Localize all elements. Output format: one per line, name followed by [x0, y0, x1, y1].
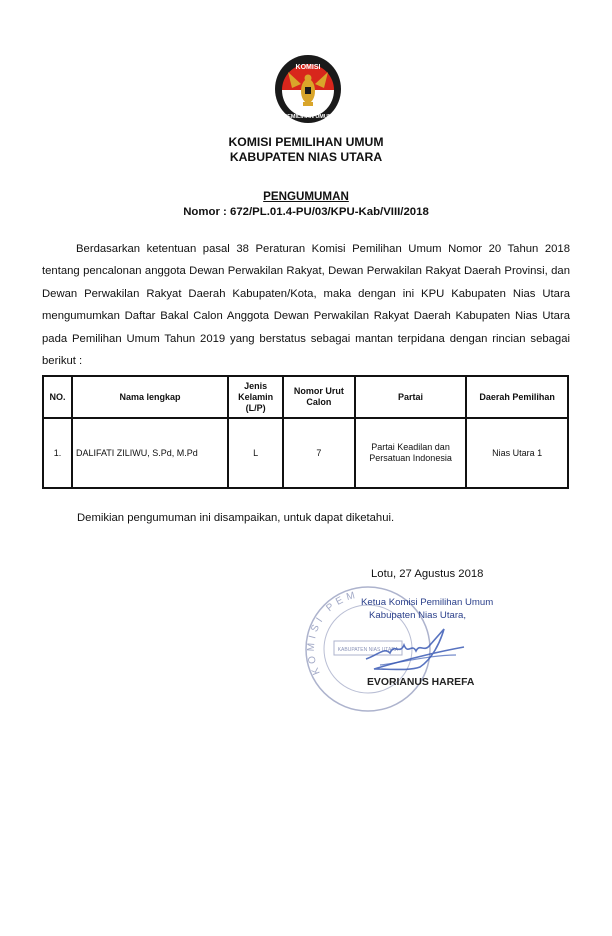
- col-header-no: NO.: [43, 376, 72, 418]
- table-header-row: [43, 376, 568, 418]
- kpu-emblem-icon: [274, 54, 342, 124]
- document-number: Nomor : 672/PL.01.4-PU/03/KPU-Kab/VIII/2018: [183, 206, 429, 218]
- org-name-line2: KABUPATEN NIAS UTARA: [229, 150, 383, 164]
- svg-text:KABUPATEN NIAS UTARA: KABUPATEN NIAS UTARA: [337, 647, 399, 653]
- col-header-gender: Jenis Kelamin (L/P): [228, 376, 283, 418]
- col-header-district: Daerah Pemilihan: [466, 376, 568, 418]
- svg-text:PEMILIHAN UMUM: PEMILIHAN UMUM: [283, 114, 333, 120]
- signer-position-line2: Kabupaten Nias Utara,: [369, 610, 467, 621]
- col-header-name: Nama lengkap: [72, 376, 228, 418]
- svg-text:KOMISI PEM: KOMISI PEM: [305, 589, 361, 677]
- closing-sentence: Demikian pengumuman ini disampaikan, untuk dapat diketahui.: [77, 512, 395, 524]
- handwritten-signature-icon: [360, 625, 470, 675]
- table-row: [43, 418, 568, 488]
- announcement-paragraph: Berdasarkan ketentuan pasal 38 Peraturan Komisi Pemilihan Umum Nomor 20 Tahun 2018 tentang pencalonan anggota Dewan Perwakilan Rakyat, Dewan Perwakilan Rakyat Daerah Provinsi, dan Dewan Perwakilan Rakyat Daerah Kabupaten/Kota, maka dengan ini KPU Kabupaten Nias Utara mengumumkan Daftar Bakal Calon Anggota Dewan Perwakilan Rakyat Daerah Kabupaten Nias Utara pada Pemilihan Umum Tahun 2019 yang berstatus sebagai mantan terpidana dengan rincian sebagai berikut :: [42, 243, 570, 368]
- cell-party: Partai Keadilan dan Persatuan Indonesia: [355, 418, 467, 488]
- signer-position-line1: Ketua Komisi Pemilihan Umum: [361, 597, 494, 608]
- cell-district: Nias Utara 1: [466, 418, 568, 488]
- document-title: PENGUMUMAN: [263, 190, 349, 203]
- signer-name: EVORIANUS HAREFA: [367, 677, 475, 688]
- cell-gender: L: [228, 418, 283, 488]
- org-name-line1: KOMISI PEMILIHAN UMUM: [228, 135, 384, 149]
- col-header-order-number: Nomor Urut Calon: [283, 376, 355, 418]
- cell-no: 1.: [43, 418, 72, 488]
- svg-text:KOMISI: KOMISI: [295, 64, 321, 71]
- place-date: Lotu, 27 Agustus 2018: [371, 568, 484, 580]
- cell-name: DALIFATI ZILIWU, S.Pd, M.Pd: [72, 418, 228, 488]
- cell-order-number: 7: [283, 418, 355, 488]
- candidate-table: [42, 375, 569, 489]
- col-header-party: Partai: [355, 376, 467, 418]
